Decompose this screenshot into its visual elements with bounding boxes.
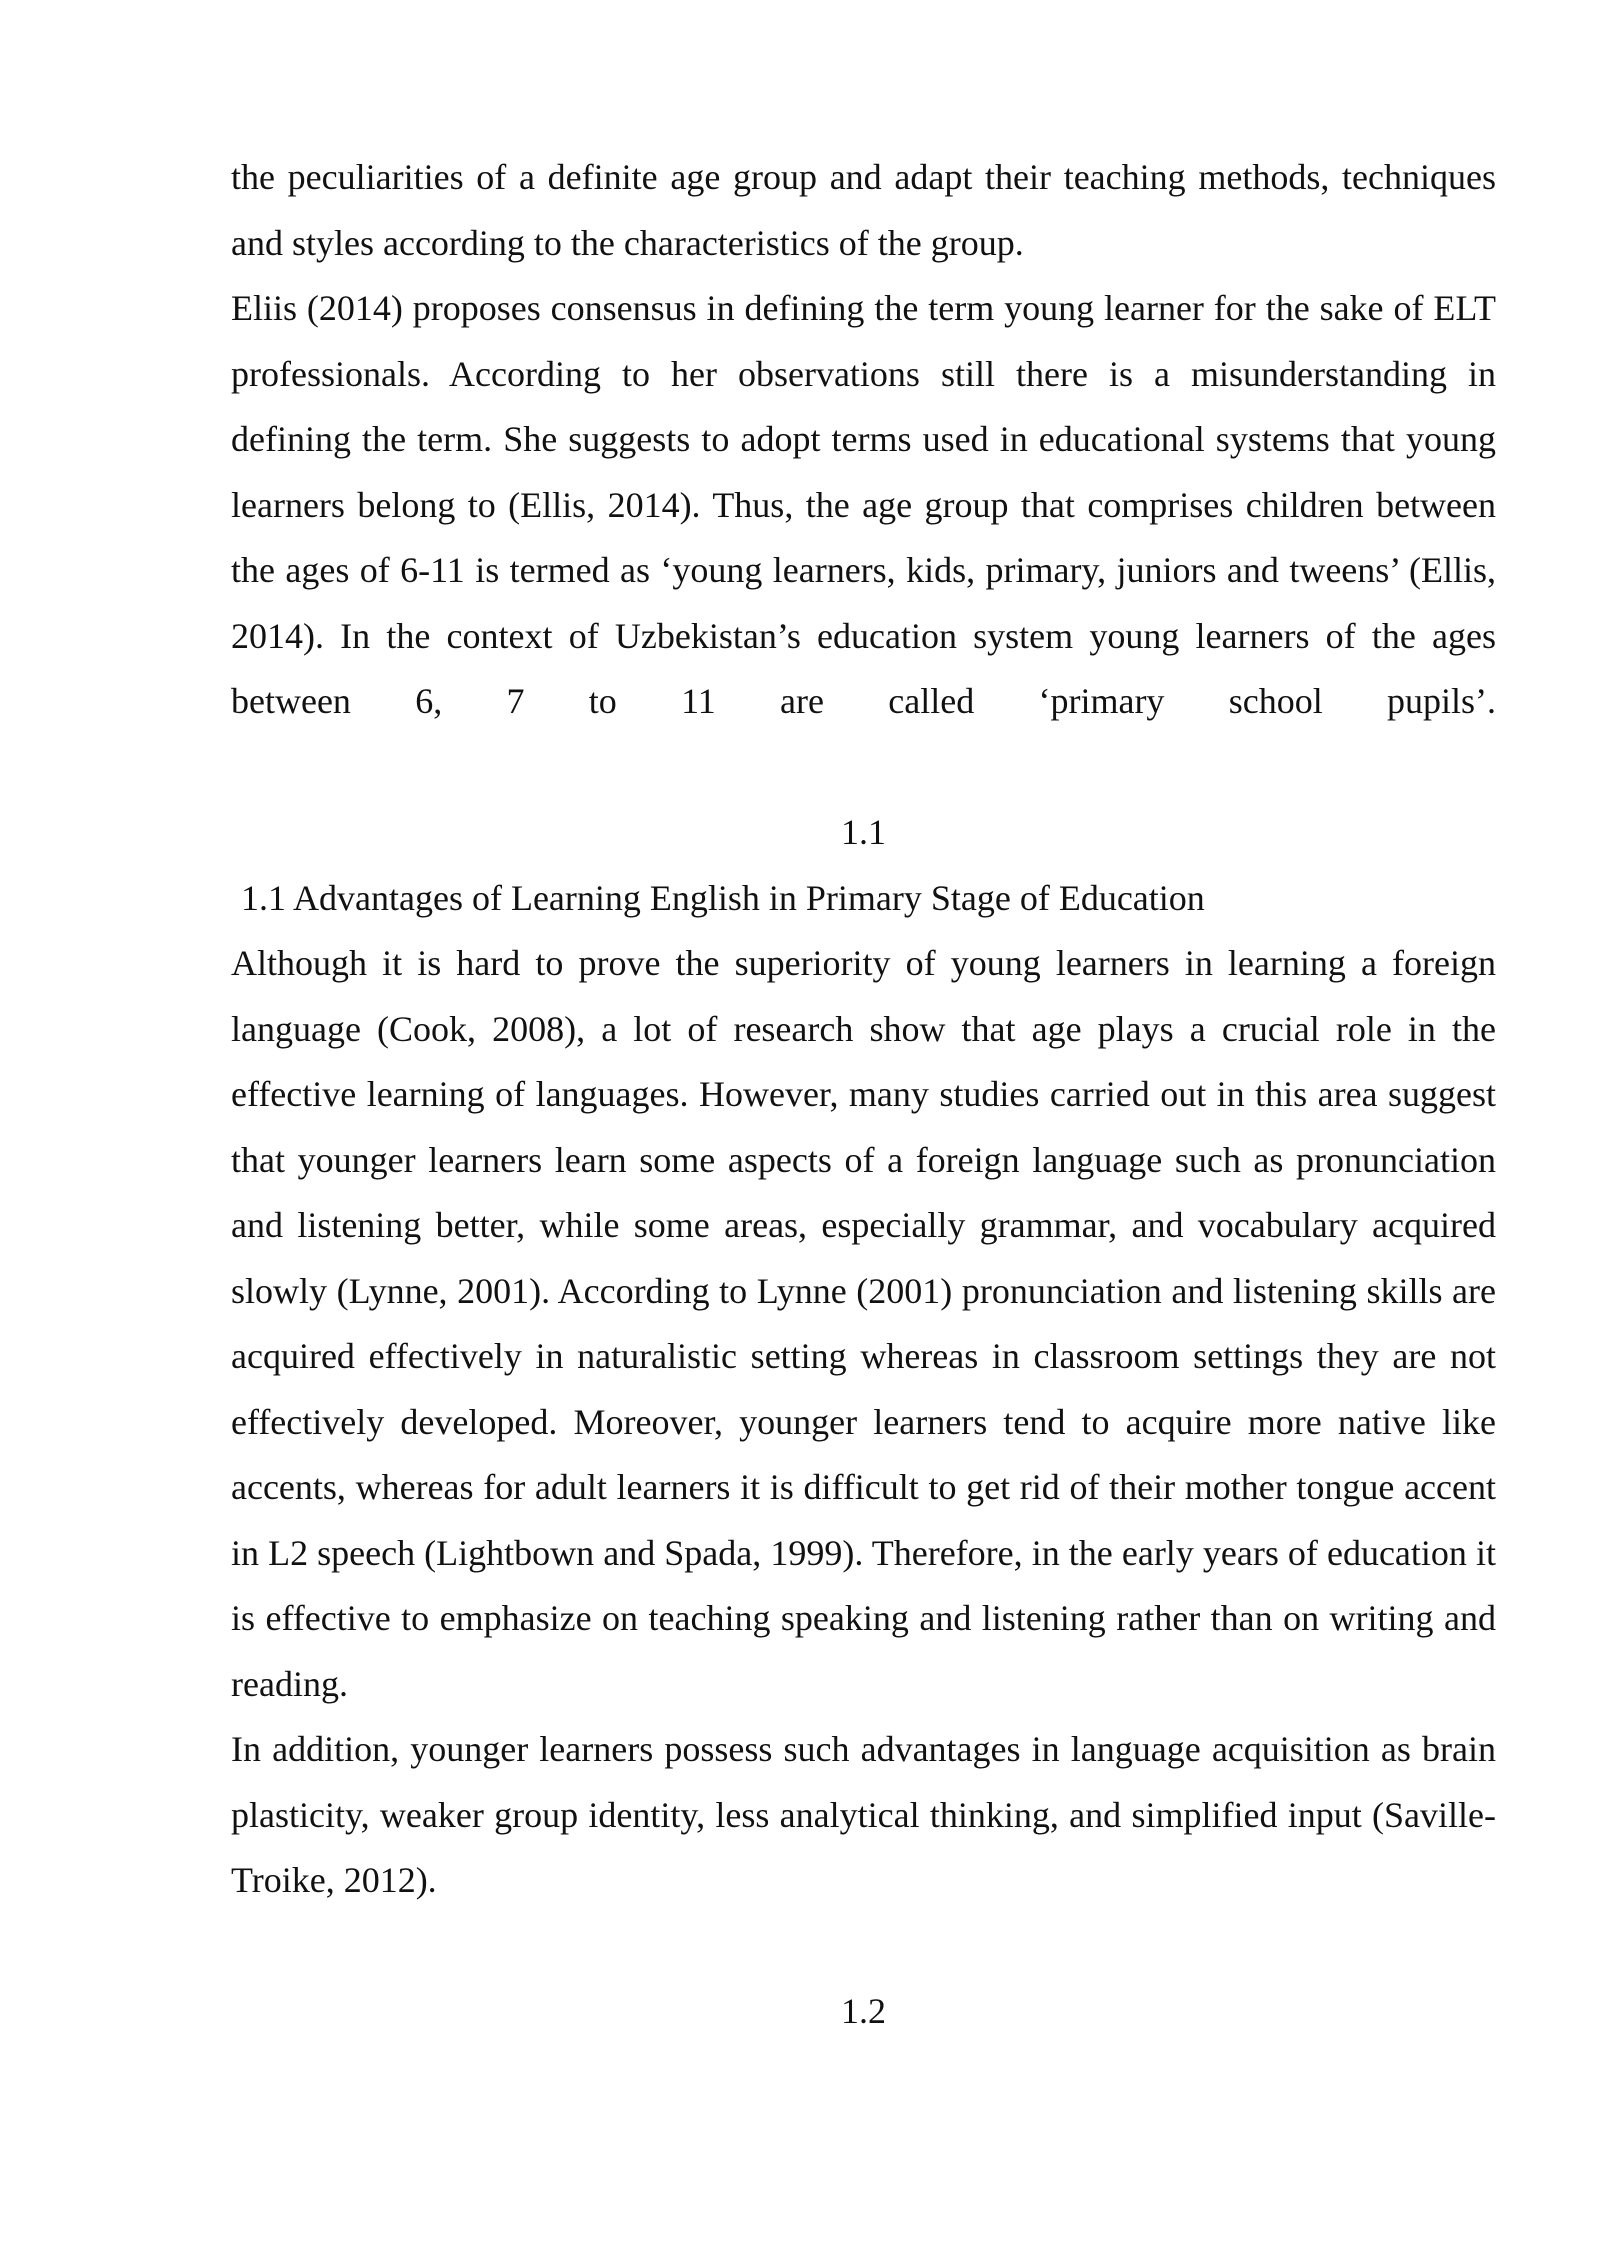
section-heading: 1.1 Advantages of Learning English in Primary Stage of Education (241, 877, 1205, 918)
page-content (231, 145, 1496, 2045)
paragraph-intro-continuation: the peculiarities of a definite age group and adapt their teaching methods, techniques and styles according to the characteristics of the group. (231, 157, 1496, 263)
paragraph-age-advantages: Although it is hard to prove the superiority of young learners in learning a foreign language (Cook, 2008), a lot of research show that age plays a crucial role in the effective learning of languages. However, many studies carried out in this area suggest that younger learners learn some aspects of a foreign language such as pronunciation and listening better, while some areas, especially grammar, and vocabulary acquired slowly (Lynne, 2001). According to Lynne (2001) pronunciation and listening skills are acquired effectively in naturalistic setting whereas in classroom settings they are not effectively developed. Moreover, younger learners tend to acquire more native like accents, whereas for adult learners it is difficult to get rid of their mother tongue accent in L2 speech (Lightbown and Spada, 1999). Therefore, in the early years of education it is effective to emphasize on teaching speaking and listening rather than on writing and reading. (231, 943, 1496, 1704)
blank-line (231, 1914, 1496, 1980)
blank-line (231, 735, 1496, 801)
next-section-number: 1.2 (841, 1991, 886, 2031)
paragraph-additional-advantages: In addition, younger learners possess such advantages in language acquisition as brain plasticity, weaker group identity, less analytical thinking, and simplified input (Saville-Troike, 2012). (231, 1729, 1496, 1900)
paragraph-young-learner-definition: Eliis (2014) proposes consensus in defining the term young learner for the sake of ELT professionals. According to her observations still there is a misunderstanding in defining the term. She suggests to adopt terms used in educational systems that young learners belong to (Ellis, 2014). Thus, the age group that comprises children between the ages of 6-11 is termed as ‘young learners, kids, primary, juniors and tweens’ (Ellis, 2014). In the context of Uzbekistan’s education system young learners of the ages between 6, 7 to 11 are called ‘primary school pupils’. (231, 288, 1496, 721)
section-number: 1.1 (841, 812, 886, 852)
